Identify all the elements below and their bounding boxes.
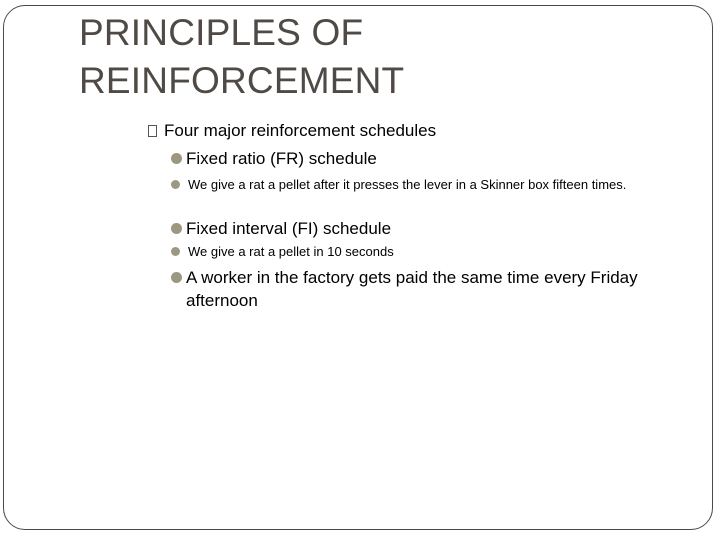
bullet-level2-fixed-ratio xyxy=(171,147,377,170)
bullet-text: Fixed ratio (FR) schedule xyxy=(186,149,377,168)
bullet-level1-schedules xyxy=(148,120,436,141)
bullet-level2-fixed-interval xyxy=(171,217,391,240)
circle-bullet-icon xyxy=(171,153,182,164)
circle-bullet-icon xyxy=(171,223,182,234)
small-circle-bullet-icon xyxy=(171,247,180,256)
bullet-level3-fixed-ratio-example xyxy=(171,176,651,193)
bullet-text: We give a rat a pellet in 10 seconds xyxy=(188,244,394,259)
bullet-text: A worker in the factory gets paid the same time every Friday afternoon xyxy=(186,268,638,310)
circle-bullet-icon xyxy=(171,272,182,283)
small-circle-bullet-icon xyxy=(171,180,180,189)
bullet-level2-worker-example xyxy=(171,266,671,312)
bullet-text: Fixed interval (FI) schedule xyxy=(186,219,392,238)
bullet-text: We give a rat a pellet after it presses the lever in a Skinner box fifteen times. xyxy=(188,177,627,192)
bullet-text: Four major reinforcement schedules xyxy=(164,121,437,140)
hollow-square-bullet-icon xyxy=(148,125,157,137)
slide-title: PRINCIPLES OF REINFORCEMENT xyxy=(79,12,405,101)
bullet-level3-fixed-interval-example xyxy=(171,243,394,260)
